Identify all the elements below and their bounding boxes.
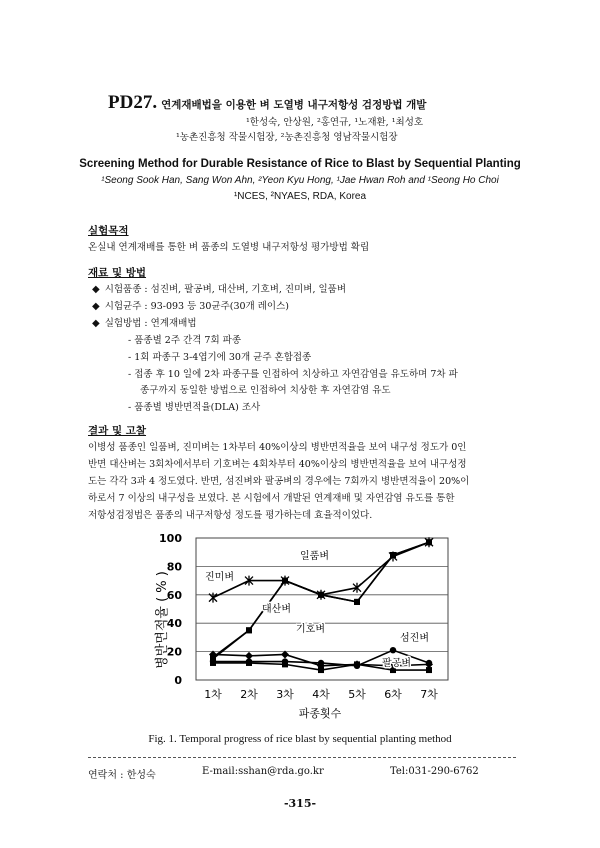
data-point xyxy=(246,660,252,666)
method-subitem: - 품종별 병반면적율(DLA) 조사 xyxy=(128,402,261,413)
method-item: ◆ 시험균주 : 93-093 등 30균주(30개 레이스) xyxy=(92,301,289,312)
method-subitem: - 접종 후 10 일에 2차 파종구를 인접하여 치상하고 자연감염을 유도하며 7차 파 xyxy=(128,369,458,380)
y-tick-label: 0 xyxy=(174,674,182,687)
paper-code: PD27. xyxy=(108,92,158,113)
english-affiliation: ¹NCES, ²NYAES, RDA, Korea xyxy=(233,191,367,202)
data-point xyxy=(390,647,396,653)
method-subitem: - 품종별 2주 간격 7회 파종 xyxy=(128,335,241,346)
x-tick-label: 2차 xyxy=(240,688,258,701)
results-line: 저항성검정법은 품종의 내구저항성 정도를 평가하는데 효율적이었다. xyxy=(88,510,373,521)
x-axis-label: 파종횟수 xyxy=(298,707,342,720)
x-tick-label: 7차 xyxy=(420,688,438,701)
data-point xyxy=(282,578,288,584)
x-tick-label: 6차 xyxy=(384,688,402,701)
results-line: 도는 각각 3과 4 정도였다. 반면, 섬진벼와 팔공벼의 경우에는 7회까지 병반면적율이 20%이 xyxy=(88,476,470,487)
results-line: 하로서 7 이상의 내구성을 보였다. 본 시험에서 개발된 연계재배 및 자연감염 유도를 통한 xyxy=(88,493,455,504)
series-label: 일품벼 xyxy=(300,551,329,562)
methods-heading: 재료 및 방법 xyxy=(88,267,147,279)
x-tick-label: 1차 xyxy=(204,688,222,701)
korean-authors: ¹한성숙, 안상원, ²홍연규, ¹노재환, ¹최성호 xyxy=(246,117,424,128)
english-title: Screening Method for Durable Resistance of Rice to Blast by Sequential Planting xyxy=(79,158,521,170)
results-line: 이병성 품종인 일품벼, 진미벼는 1차부터 40%이상의 병반면적율을 보여 내구성 정도가 0인 xyxy=(88,442,467,453)
figure-caption: Fig. 1. Temporal progress of rice blast by sequential planting method xyxy=(148,733,452,745)
data-point xyxy=(318,667,324,673)
x-tick-label: 4차 xyxy=(312,688,330,701)
series-label: 진미벼 xyxy=(205,572,234,583)
method-item: ◆ 실험방법 : 연계재배법 xyxy=(92,318,197,329)
y-tick-label: 40 xyxy=(166,617,182,631)
data-point xyxy=(426,539,432,545)
contact-tel: Tel:031-290-6762 xyxy=(390,766,479,777)
series-label: 섬진벼 xyxy=(400,633,429,644)
series-label: 팔공벼 xyxy=(382,658,411,669)
y-tick-label: 100 xyxy=(159,532,182,545)
data-point xyxy=(209,593,217,603)
korean-affiliation: ¹농촌진흥청 작물시험장, ²농촌진흥청 영남작물시험장 xyxy=(176,132,398,143)
bullet-icon: ◆ xyxy=(92,284,100,295)
data-point xyxy=(210,660,216,666)
method-item: ◆ 시험품종 : 섬진벼, 팔공벼, 대산벼, 기호벼, 진미벼, 일품벼 xyxy=(92,284,347,295)
footer-divider xyxy=(88,757,516,758)
data-point xyxy=(246,627,252,633)
english-authors: ¹Seong Sook Han, Sang Won Ahn, ²Yeon Kyu Hong, ¹Jae Hwan Roh and ¹Seong Ho Choi xyxy=(101,175,499,186)
data-point xyxy=(354,599,360,605)
bullet-icon: ◆ xyxy=(92,318,100,329)
results-heading: 결과 및 고찰 xyxy=(88,425,147,437)
data-point xyxy=(354,661,360,667)
y-tick-label: 80 xyxy=(166,560,182,574)
x-tick-label: 5차 xyxy=(348,688,366,701)
contact-email: E-mail:sshan@rda.go.kr xyxy=(202,766,324,777)
x-tick-label: 3차 xyxy=(276,688,294,701)
data-point xyxy=(282,661,288,667)
y-tick-label: 20 xyxy=(166,645,182,659)
data-point xyxy=(318,592,324,598)
bullet-icon: ◆ xyxy=(92,301,100,312)
method-subitem: - 1회 파종구 3-4엽기에 30개 균주 혼합접종 xyxy=(128,352,312,363)
series-label: 기호벼 xyxy=(296,624,325,635)
data-point xyxy=(390,552,396,558)
method-subitem: 종구까지 동일한 방법으로 인접하여 치상한 후 자연감염 유도 xyxy=(140,385,391,396)
data-point xyxy=(426,660,432,666)
y-axis-label: 병반면적율 ( % ) xyxy=(155,571,170,669)
data-point xyxy=(426,667,432,673)
data-point xyxy=(318,660,324,666)
contact-name: 연락처 : 한성숙 xyxy=(88,770,156,781)
y-tick-label: 60 xyxy=(166,588,182,602)
objective-text: 온실내 연계재배를 통한 벼 품종의 도열병 내구저항성 평가방법 확립 xyxy=(88,242,370,253)
korean-title: 연계재배법을 이용한 벼 도열병 내구저항성 검정방법 개발 xyxy=(161,99,427,111)
page-number: -315- xyxy=(283,797,317,810)
series-label: 대산벼 xyxy=(262,604,291,615)
objective-heading: 실험목적 xyxy=(88,225,129,237)
results-line: 반면 대산벼는 3회차에서부터 기호벼는 4회차부터 40%이상의 병반면적율을 보여 내구성정 xyxy=(88,459,467,470)
